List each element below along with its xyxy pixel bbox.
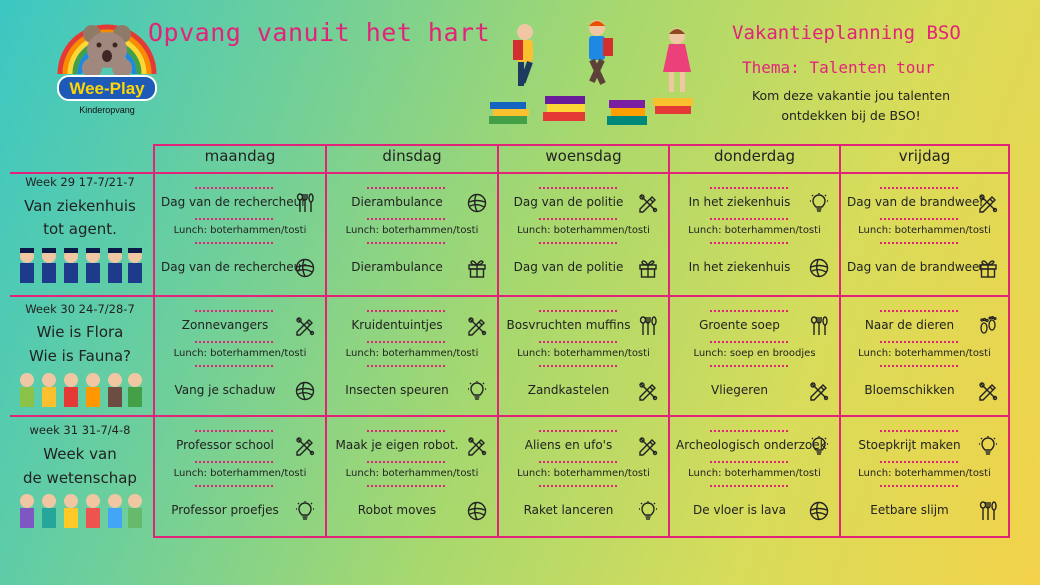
activity-morning: Zonnevangers xyxy=(181,318,269,332)
dotted-separator xyxy=(195,310,273,312)
week-dates: Week 29 17-7/21-7 xyxy=(25,175,135,189)
activity-afternoon: In het ziekenhuis xyxy=(688,260,791,274)
dotted-separator xyxy=(710,218,788,220)
dotted-separator xyxy=(367,461,445,463)
craft-icon xyxy=(467,316,487,336)
activity-morning: In het ziekenhuis xyxy=(688,195,791,209)
week-theme-line-2: tot agent. xyxy=(43,220,117,238)
activity-afternoon: Insecten speuren xyxy=(345,383,449,397)
craft-icon xyxy=(978,193,998,213)
lunch-note: Lunch: boterhammen/tosti xyxy=(345,348,479,359)
week-dates: Week 30 24-7/28-7 xyxy=(25,302,135,316)
bulb-icon xyxy=(295,501,315,521)
lunch-note: Lunch: boterhammen/tosti xyxy=(173,348,307,359)
activity-afternoon: Dag van de politie xyxy=(513,260,624,274)
lunch-note: Lunch: boterhammen/tosti xyxy=(517,468,650,479)
tagline-line-2: ontdekken bij de BSO! xyxy=(781,108,921,123)
dotted-separator xyxy=(195,242,273,244)
ball-icon xyxy=(809,501,829,521)
activity-afternoon: Dag van de brandweer xyxy=(847,260,985,274)
grid-col-line xyxy=(153,144,155,538)
dotted-separator xyxy=(880,365,958,367)
dotted-separator xyxy=(367,485,445,487)
dotted-separator xyxy=(539,310,617,312)
cooking-icon xyxy=(809,316,829,336)
cooking-icon xyxy=(295,193,315,213)
dotted-separator xyxy=(367,242,445,244)
dotted-separator xyxy=(539,187,617,189)
lunch-note: Lunch: boterhammen/tosti xyxy=(858,225,991,236)
activity-afternoon: Bloemschikken xyxy=(864,383,955,397)
lunch-note: Lunch: boterhammen/tosti xyxy=(173,468,307,479)
week-theme-line-2: de wetenschap xyxy=(23,469,137,487)
grid-col-line xyxy=(1008,144,1010,538)
dotted-separator xyxy=(880,187,958,189)
gift-icon xyxy=(638,258,658,278)
week-theme-line-1: Week van xyxy=(43,445,117,463)
bulb-icon xyxy=(809,436,829,456)
lunch-note: Lunch: soep en broodjes xyxy=(693,348,816,359)
dotted-separator xyxy=(539,461,617,463)
bulb-icon xyxy=(638,501,658,521)
kids-on-books-illustration xyxy=(485,18,715,130)
grid-col-line xyxy=(839,144,841,538)
day-header: woensdag xyxy=(545,147,622,165)
day-header: dinsdag xyxy=(382,147,442,165)
dotted-separator xyxy=(710,365,788,367)
dotted-separator xyxy=(195,461,273,463)
craft-icon xyxy=(295,436,315,456)
gift-icon xyxy=(467,258,487,278)
dotted-separator xyxy=(710,430,788,432)
dotted-separator xyxy=(710,242,788,244)
bulb-icon xyxy=(978,436,998,456)
activity-morning: Groente soep xyxy=(699,318,780,332)
day-header: vrijdag xyxy=(898,147,951,165)
ball-icon xyxy=(295,258,315,278)
activity-afternoon: De vloer is lava xyxy=(693,503,786,517)
dotted-separator xyxy=(539,430,617,432)
lunch-note: Lunch: boterhammen/tosti xyxy=(345,225,479,236)
activity-morning: Kruidentuintjes xyxy=(351,318,443,332)
dotted-separator xyxy=(195,365,273,367)
activity-morning: Stoepkrijt maken xyxy=(858,438,961,452)
lunch-note: Lunch: boterhammen/tosti xyxy=(858,468,991,479)
craft-icon xyxy=(809,381,829,401)
cooking-icon xyxy=(978,501,998,521)
dotted-separator xyxy=(880,242,958,244)
gift-icon xyxy=(978,258,998,278)
lunch-note: Lunch: boterhammen/tosti xyxy=(345,468,479,479)
activity-morning: Professor school xyxy=(176,438,274,452)
dotted-separator xyxy=(195,485,273,487)
science-kids-illustration xyxy=(18,492,146,530)
dotted-separator xyxy=(539,485,617,487)
activity-afternoon: Robot moves xyxy=(357,503,437,517)
dotted-separator xyxy=(367,310,445,312)
dotted-separator xyxy=(367,341,445,343)
ball-icon xyxy=(467,193,487,213)
dotted-separator xyxy=(880,461,958,463)
dotted-separator xyxy=(367,218,445,220)
activity-afternoon: Professor proefjes xyxy=(171,503,279,517)
dotted-separator xyxy=(195,187,273,189)
activity-afternoon: Vliegeren xyxy=(711,383,768,397)
ball-icon xyxy=(467,501,487,521)
dotted-separator xyxy=(195,430,273,432)
grid-col-line xyxy=(668,144,670,538)
dotted-separator xyxy=(539,341,617,343)
dotted-separator xyxy=(367,430,445,432)
activity-morning: Dag van de rechercheur xyxy=(161,195,307,209)
dotted-separator xyxy=(710,187,788,189)
activity-afternoon: Raket lanceren xyxy=(523,503,614,517)
activity-afternoon: Dierambulance xyxy=(351,260,443,274)
dotted-separator xyxy=(880,430,958,432)
craft-icon xyxy=(638,381,658,401)
craft-icon xyxy=(978,381,998,401)
grid-header-line xyxy=(10,172,1010,174)
theme-title: Thema: Talenten tour xyxy=(742,58,935,77)
page-title: Opvang vanuit het hart xyxy=(148,18,491,47)
grid-col-line xyxy=(497,144,499,538)
dotted-separator xyxy=(539,365,617,367)
dotted-separator xyxy=(880,485,958,487)
tagline-line-1: Kom deze vakantie jou talenten xyxy=(751,88,951,103)
grid-col-line xyxy=(325,144,327,538)
dotted-separator xyxy=(710,461,788,463)
footprint-icon xyxy=(978,316,998,336)
grid-top-line xyxy=(153,144,1010,146)
dotted-separator xyxy=(710,341,788,343)
police-kids-illustration xyxy=(18,247,146,285)
lunch-note: Lunch: boterhammen/tosti xyxy=(517,225,650,236)
lunch-note: Lunch: boterhammen/tosti xyxy=(688,225,821,236)
dotted-separator xyxy=(539,218,617,220)
dotted-separator xyxy=(880,310,958,312)
craft-icon xyxy=(467,436,487,456)
day-header: donderdag xyxy=(713,147,796,165)
week-theme-line-1: Wie is Flora xyxy=(36,323,124,341)
week-dates: week 31 31-7/4-8 xyxy=(29,423,131,437)
activity-morning: Bosvruchten muffins xyxy=(506,318,631,332)
dotted-separator xyxy=(195,218,273,220)
lunch-note: Lunch: boterhammen/tosti xyxy=(517,348,650,359)
craft-icon xyxy=(295,316,315,336)
dotted-separator xyxy=(880,341,958,343)
grid-row-line xyxy=(10,295,1010,297)
logo-subtitle: Kinderopvang xyxy=(79,105,135,115)
craft-icon xyxy=(638,436,658,456)
activity-afternoon: Eetbare slijm xyxy=(870,503,949,517)
dotted-separator xyxy=(710,310,788,312)
ball-icon xyxy=(295,381,315,401)
dotted-separator xyxy=(195,341,273,343)
dotted-separator xyxy=(880,218,958,220)
dotted-separator xyxy=(367,187,445,189)
day-header: maandag xyxy=(204,147,276,165)
activity-morning: Maak je eigen robot. xyxy=(335,438,459,452)
wee-play-logo xyxy=(52,12,162,120)
bulb-icon xyxy=(809,193,829,213)
bulb-icon xyxy=(467,381,487,401)
activity-morning: Dierambulance xyxy=(351,195,443,209)
dotted-separator xyxy=(710,485,788,487)
activity-morning: Naar de dieren xyxy=(864,318,955,332)
lunch-note: Lunch: boterhammen/tosti xyxy=(688,468,821,479)
activity-morning: Aliens en ufo's xyxy=(524,438,613,452)
week-theme-line-1: Van ziekenhuis xyxy=(24,197,136,215)
activity-morning: Archeologisch onderzoek xyxy=(676,438,827,452)
grid-row-line xyxy=(10,415,1010,417)
dotted-separator xyxy=(367,365,445,367)
activity-morning: Dag van de brandweer xyxy=(847,195,985,209)
activity-afternoon: Vang je schaduw xyxy=(174,383,276,397)
logo-wordmark: Wee-Play xyxy=(69,79,145,98)
week-theme-line-2: Wie is Fauna? xyxy=(28,347,132,365)
plan-title: Vakantieplanning BSO xyxy=(732,22,961,44)
lunch-note: Lunch: boterhammen/tosti xyxy=(858,348,991,359)
activity-afternoon: Zandkastelen xyxy=(527,383,610,397)
activity-morning: Dag van de politie xyxy=(513,195,624,209)
craft-icon xyxy=(638,193,658,213)
lunch-note: Lunch: boterhammen/tosti xyxy=(173,225,307,236)
cooking-icon xyxy=(638,316,658,336)
ball-icon xyxy=(809,258,829,278)
grid-bottom-line xyxy=(153,536,1010,538)
activity-afternoon: Dag van de rechercheur xyxy=(161,260,307,274)
nature-kids-illustration xyxy=(18,371,146,409)
dotted-separator xyxy=(539,242,617,244)
